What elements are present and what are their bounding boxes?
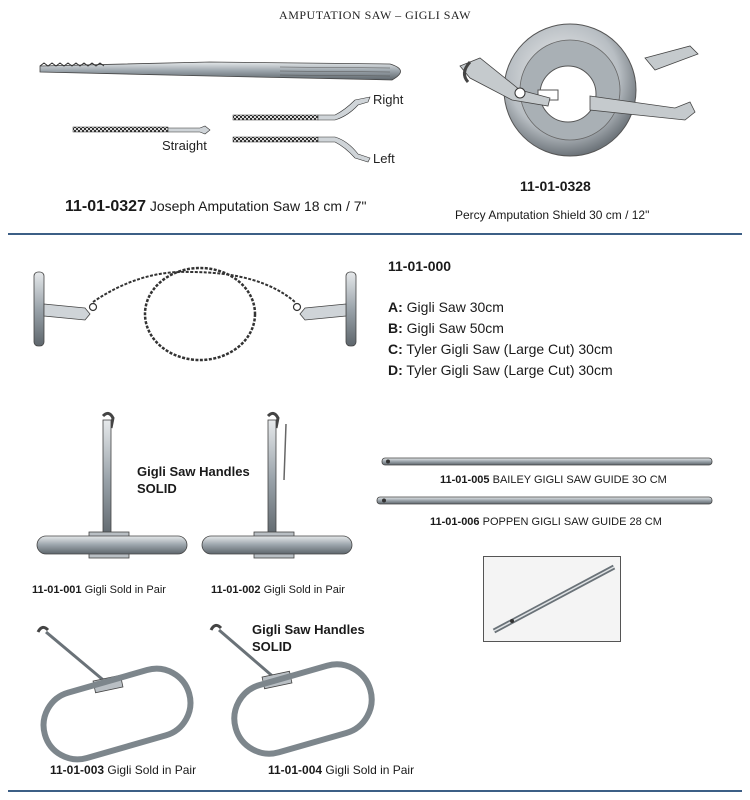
label-straight: Straight bbox=[162, 138, 207, 153]
guide-detail-photo bbox=[483, 556, 621, 642]
gigli-item-a: A: Gigli Saw 30cm bbox=[388, 299, 504, 315]
loop-handle-003-illustration bbox=[30, 622, 200, 757]
caption-11-01-006: 11-01-006 POPPEN GIGLI SAW GUIDE 28 CM bbox=[430, 516, 662, 528]
caption-11-01-001: 11-01-001 Gigli Sold in Pair bbox=[32, 584, 166, 596]
caption-11-01-005: 11-01-005 BAILEY GIGLI SAW GUIDE 3O CM bbox=[440, 474, 667, 486]
saw-name: Joseph Amputation Saw 18 cm / 7" bbox=[149, 198, 367, 214]
section-divider-top bbox=[8, 233, 742, 235]
gigli-list bbox=[388, 297, 613, 381]
caption-11-01-003: 11-01-003 Gigli Sold in Pair bbox=[50, 763, 197, 777]
gigli-item-c: C: Tyler Gigli Saw (Large Cut) 30cm bbox=[388, 341, 613, 357]
handles-note-solid-2: Gigli Saw Handles SOLID bbox=[252, 622, 365, 654]
gigli-saw-illustration bbox=[30, 262, 370, 372]
handles-note-solid-1: Gigli Saw Handles SOLID bbox=[137, 464, 250, 496]
caption-11-01-004: 11-01-004 Gigli Sold in Pair bbox=[268, 763, 415, 777]
caption-11-01-002: 11-01-002 Gigli Sold in Pair bbox=[211, 584, 345, 596]
label-right: Right bbox=[373, 92, 404, 107]
gigli-code: 11-01-000 bbox=[388, 258, 452, 274]
poppen-guide-illustration bbox=[375, 494, 715, 508]
saw-code: 11-01-0327 bbox=[65, 198, 146, 215]
gigli-item-d: D: Tyler Gigli Saw (Large Cut) 30cm bbox=[388, 362, 613, 378]
label-left: Left bbox=[373, 151, 395, 166]
bailey-guide-illustration bbox=[380, 455, 715, 469]
joseph-saw-illustration bbox=[30, 50, 420, 180]
section-divider-bottom bbox=[8, 790, 742, 792]
percy-shield-illustration bbox=[440, 18, 700, 158]
page-title: AMPUTATION SAW – GIGLI SAW bbox=[279, 8, 471, 22]
shield-code: 11-01-0328 bbox=[520, 178, 591, 194]
shield-name: Percy Amputation Shield 30 cm / 12" bbox=[455, 208, 650, 222]
gigli-item-b: B: Gigli Saw 50cm bbox=[388, 320, 504, 336]
saw-caption bbox=[65, 198, 367, 216]
